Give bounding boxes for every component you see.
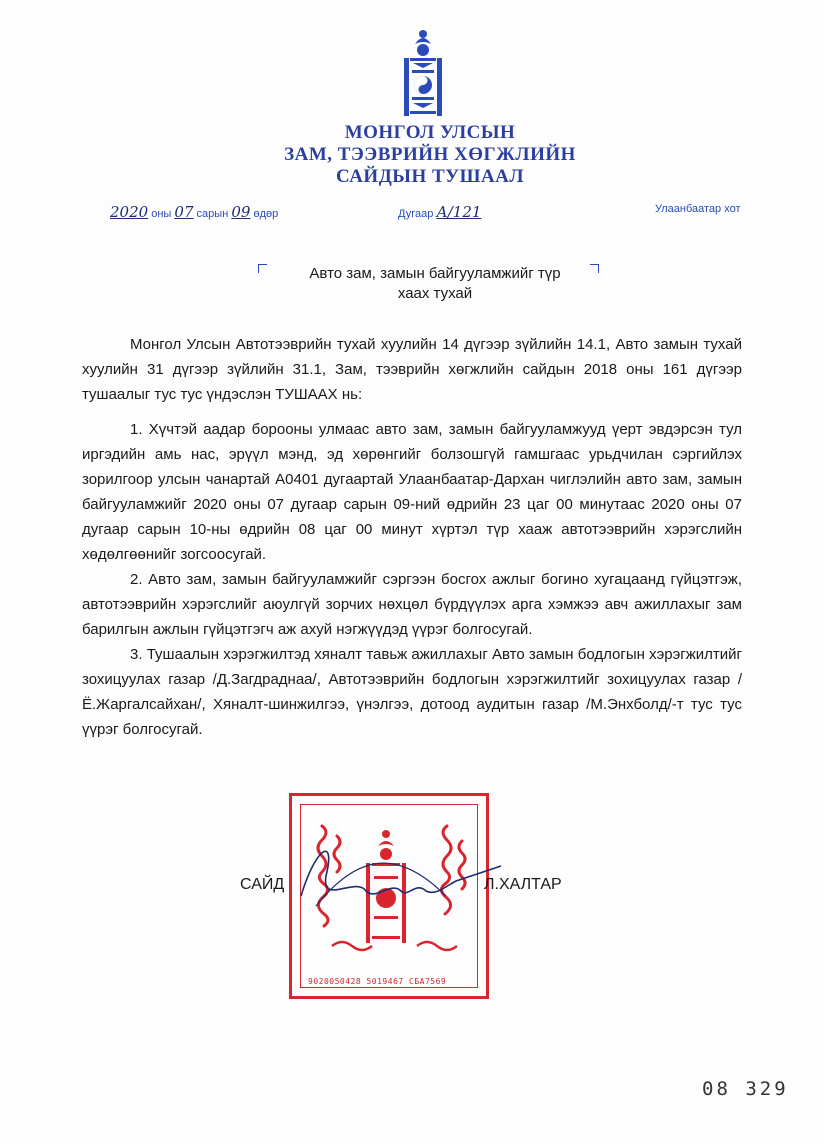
order-number <box>398 203 481 221</box>
signatory-title: САЙД <box>240 876 285 893</box>
order-number-value: А/121 <box>436 203 482 221</box>
handwritten-signature <box>296 836 506 916</box>
header-line-2: ЗАМ, ТЭЭВРИЙН ХӨГЖЛИЙН <box>284 144 576 165</box>
header-line-3: САЙДЫН ТУШААЛ <box>335 166 525 187</box>
body-intro: Монгол Улсын Автотээврийн тухай хуулийн 14 дүгээр зүйлийн 14.1, Авто замын тухай хуулийн 31 дүгээр зүйлийн 31.1, Зам, тээврийн хөгжлийн сайдын 2018 оны 161 дүгээр тушаалыг тус тус үндэслэн ТУШААХ нь: <box>82 336 742 403</box>
ministry-order-header <box>250 122 610 188</box>
order-date <box>110 203 278 221</box>
document-serial-number: 08 329 <box>702 1078 789 1100</box>
stamp-number: 9020050428 5019467 СБА7569 <box>308 977 447 986</box>
subject-line-1: Авто зам, замын байгууламжийг түр <box>309 265 561 282</box>
order-body <box>82 332 742 742</box>
signatory-name: Л.ХАЛТАР <box>484 876 562 893</box>
header-line-1: МОНГОЛ УЛСЫН <box>344 122 516 143</box>
subject-bracket-left <box>258 264 267 273</box>
date-year-suffix: оны <box>148 208 175 220</box>
date-month: 07 <box>174 203 194 221</box>
order-city: Улаанбаатар хот <box>655 203 741 215</box>
soyombo-emblem-icon <box>398 28 448 120</box>
date-day-suffix: өдөр <box>250 208 279 220</box>
order-subject <box>270 264 600 304</box>
body-item-1: 1. Хүчтэй аадар борооны улмаас авто зам, замын байгууламжууд үерт эвдэрсэн тул иргэдийн амь нас, эрүүл мэнд, эд хөрөнгийг болзошгүй гамшгаас урьдчилан сэргийлэх зорилгоор улсын чанартай А0401 дугаартай Улаанбаатар-Дархан чиглэлийн авто зам, замын байгууламжийг 2020 оны 07 дугаар сарын 09-ний өдрийн 23 цаг 00 минутаас 2020 оны 07 дугаар сарын 10-ны өдрийн 08 цаг 00 минут хүртэл түр хааж автотээврийн хэрэгслийн хөдөлгөөнийг зогсоосугай. <box>82 421 742 563</box>
date-year: 2020 <box>110 203 149 221</box>
subject-line-2: хаах тухай <box>397 285 473 302</box>
body-item-3: 3. Тушаалын хэрэгжилтэд хяналт тавьж ажиллахыг Авто замын бодлогын хэрэгжилтийг зохицуулах газар /Д.Загдраднаа/, Автотээврийн бодлогын хэрэгжилтийг зохицуулах газар /Ё.Жаргалсайхан/, Хяналт-шинжилгээ, үнэлгээ, дотоод аудитын газар /М.Энхболд/-т тус тус үүрэг болгосугай. <box>82 646 742 738</box>
date-month-suffix: сарын <box>193 208 232 220</box>
date-day: 09 <box>231 203 251 221</box>
order-number-label: Дугаар <box>398 208 437 220</box>
body-item-2: 2. Авто зам, замын байгууламжийг сэргээн босгох ажлыг богино хугацаанд гүйцэтгэж, автотээврийн хэрэгслийг аюулгүй зорчих нөхцөл бүрдүүлэх арга хэмжээ авч ажиллахыг зам барилгын ажлын гүйцэтгэгч аж ахуй нэгжүүдэд үүрэг болгосугай. <box>82 571 742 638</box>
